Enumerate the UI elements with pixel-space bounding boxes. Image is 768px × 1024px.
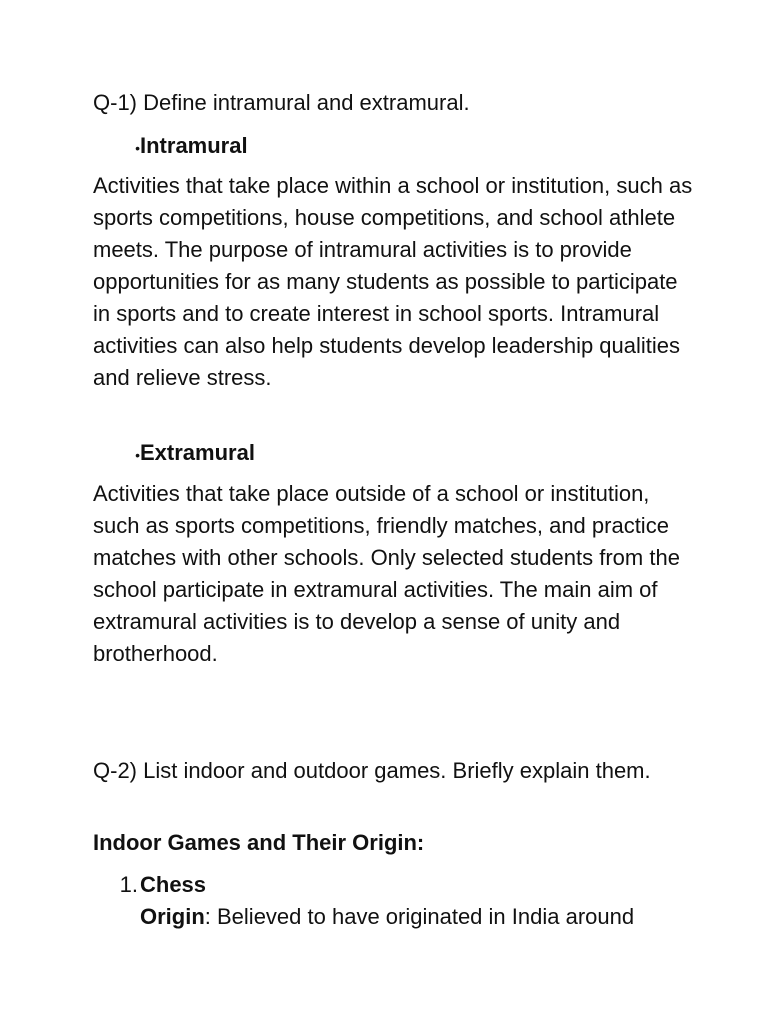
indoor-games-heading: Indoor Games and Their Origin: bbox=[93, 830, 425, 855]
bullet-icon: • bbox=[135, 140, 140, 156]
origin-line bbox=[93, 901, 693, 933]
intramural-paragraph: Activities that take place within a school or institution, such as sports competitions, house competitions, and school athlete meets. The purpose of intramural activities is to provide opportunities for as many students as possible to participate in sports and to create interest in school sports. Intramural activities can also help students develop leadership qualities and relieve stress. bbox=[93, 173, 693, 390]
list-item bbox=[93, 869, 693, 933]
question-1: Q-1) Define intramural and extramural. bbox=[93, 90, 470, 115]
origin-label: Origin bbox=[140, 904, 205, 929]
game-name: Chess bbox=[140, 872, 207, 897]
list-number: 1. bbox=[119, 872, 138, 897]
extramural-heading: Extramural bbox=[140, 440, 255, 465]
origin-text: : Believed to have originated in India around bbox=[204, 904, 635, 929]
intramural-heading: Intramural bbox=[140, 133, 248, 158]
bullet-icon: • bbox=[135, 447, 140, 463]
bullet-intramural bbox=[93, 130, 693, 164]
bullet-extramural bbox=[93, 437, 693, 471]
extramural-paragraph: Activities that take place outside of a school or institution, such as sports competitions, friendly matches, and practice matches with other schools. Only selected students from the school participate in extramural activities. The main aim of extramural activities is to develop a sense of unity and brotherhood. bbox=[93, 481, 680, 666]
question-2: Q-2) List indoor and outdoor games. Briefly explain them. bbox=[93, 758, 651, 783]
